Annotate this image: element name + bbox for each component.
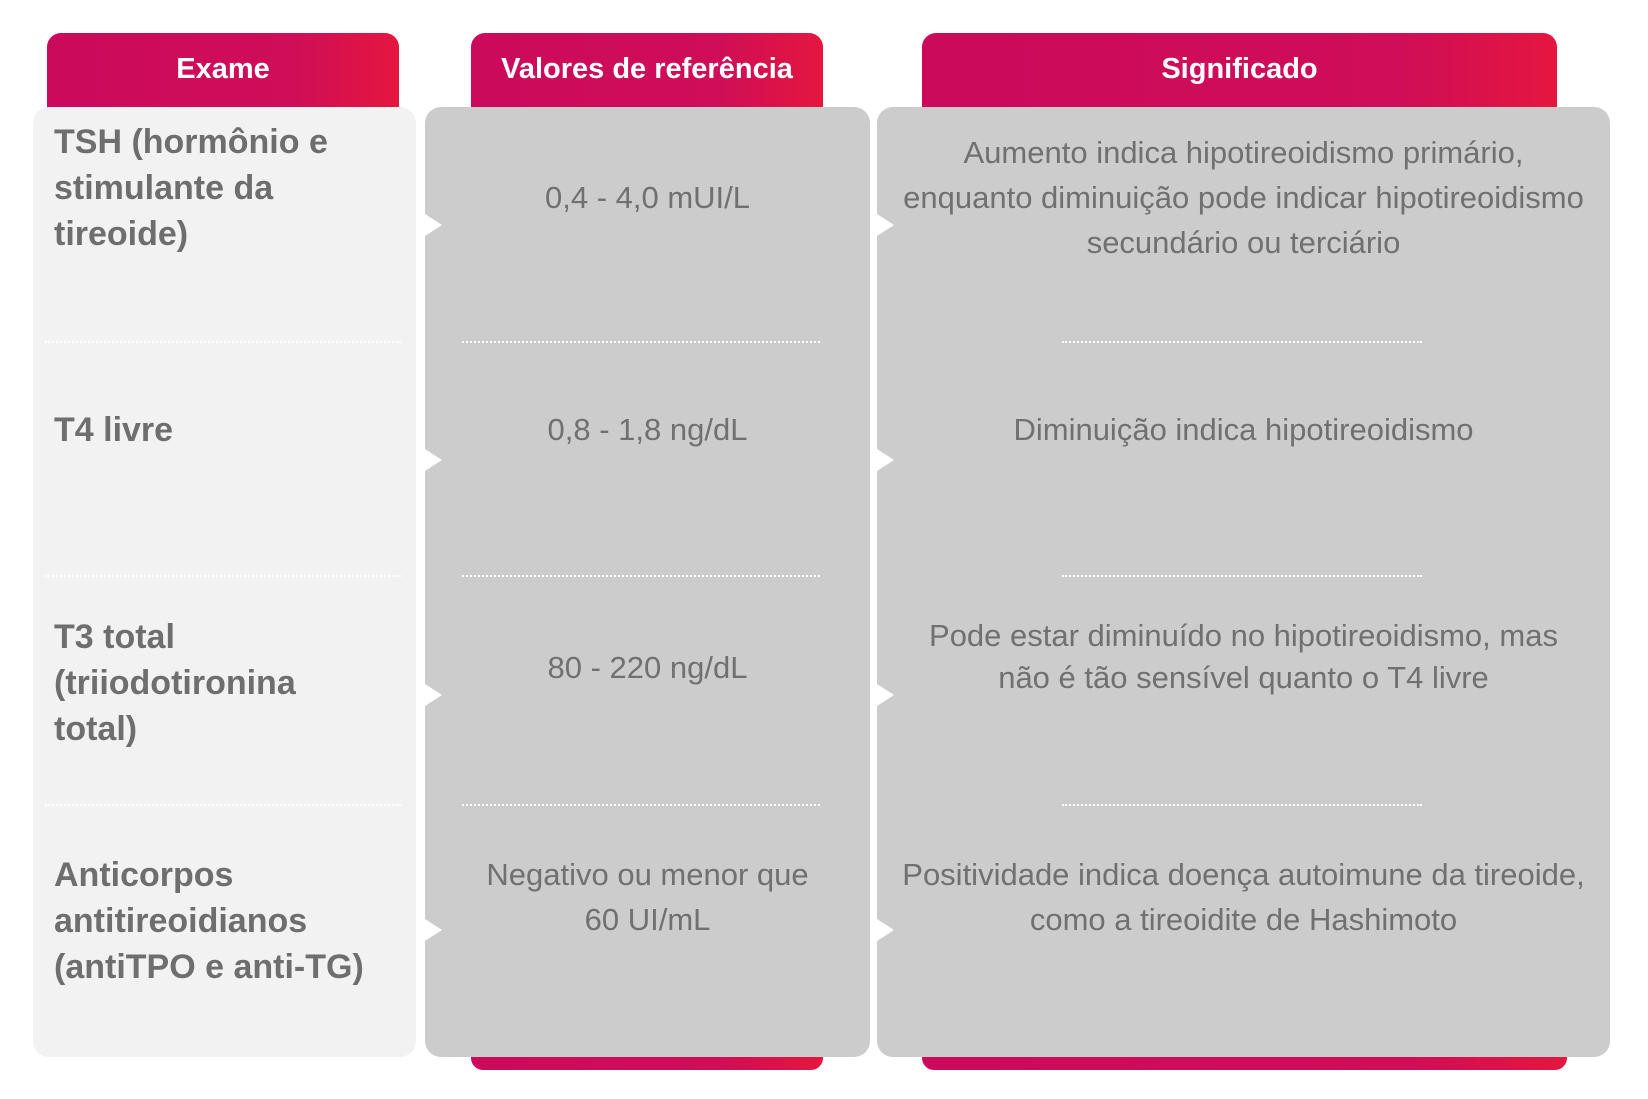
- valores-cell: [425, 837, 870, 957]
- pointer-arrow-icon: [425, 684, 442, 706]
- exame-cell: [33, 123, 416, 253]
- pointer-arrow-icon: [877, 684, 894, 706]
- valores-cell: [425, 379, 870, 479]
- pointer-arrow-icon: [877, 214, 894, 236]
- significado-text: Diminuição indica hipotireoidismo: [1013, 411, 1474, 447]
- column-significado: [877, 107, 1610, 1057]
- row-divider: [45, 341, 401, 343]
- row-divider: [462, 341, 820, 343]
- significado-text: Positividade indica doença autoimune da tireoide, como a tireoidite de Hashimoto: [902, 857, 1585, 937]
- exame-cell: [33, 614, 416, 752]
- row-divider: [1062, 804, 1422, 806]
- exame-cell: [33, 852, 416, 990]
- header-exame: [47, 33, 399, 109]
- valores-text: 0,8 - 1,8 ng/dL: [547, 411, 748, 447]
- column-exame: [33, 107, 416, 1057]
- significado-text: Aumento indica hipotireoidismo primário, enquanto diminuição pode indicar hipotireoidismo secundário ou terciário: [903, 134, 1584, 260]
- significado-cell: [877, 379, 1610, 479]
- header-significado-label: Significado: [1161, 53, 1318, 85]
- header-significado: [922, 33, 1557, 109]
- significado-cell: [877, 837, 1610, 957]
- significado-text: Pode estar diminuído no hipotireoidismo, mas não é tão sensível quanto o T4 livre: [929, 618, 1558, 695]
- row-divider: [462, 575, 820, 577]
- significado-cell: [877, 134, 1610, 260]
- exame-text: T4 livre: [54, 411, 174, 449]
- exame-text: T3 total (triiodotironina total): [54, 618, 296, 748]
- significado-cell: [877, 607, 1610, 707]
- pointer-arrow-icon: [425, 919, 442, 941]
- exame-cell: [33, 407, 416, 467]
- row-divider: [462, 804, 820, 806]
- exame-text: Anticorpos antitireoidianos (antiTPO e anti-TG): [54, 856, 364, 986]
- row-divider: [45, 804, 401, 806]
- pointer-arrow-icon: [877, 919, 894, 941]
- pointer-arrow-icon: [425, 214, 442, 236]
- header-valores: [471, 33, 823, 109]
- exame-text: TSH (hormônio e stimulante da tireoide): [54, 123, 328, 253]
- pointer-arrow-icon: [877, 449, 894, 471]
- valores-text: 0,4 - 4,0 mUI/L: [544, 179, 751, 215]
- header-valores-label: Valores de referência: [501, 53, 793, 85]
- row-divider: [45, 575, 401, 577]
- valores-cell: [425, 147, 870, 247]
- header-exame-label: Exame: [176, 53, 270, 85]
- valores-cell: [425, 617, 870, 717]
- row-divider: [1062, 575, 1422, 577]
- pointer-arrow-icon: [425, 449, 442, 471]
- column-valores: [425, 107, 870, 1057]
- valores-text: 80 - 220 ng/dL: [547, 649, 748, 685]
- valores-text: Negativo ou menor que 60 UI/mL: [486, 857, 809, 937]
- row-divider: [1062, 341, 1422, 343]
